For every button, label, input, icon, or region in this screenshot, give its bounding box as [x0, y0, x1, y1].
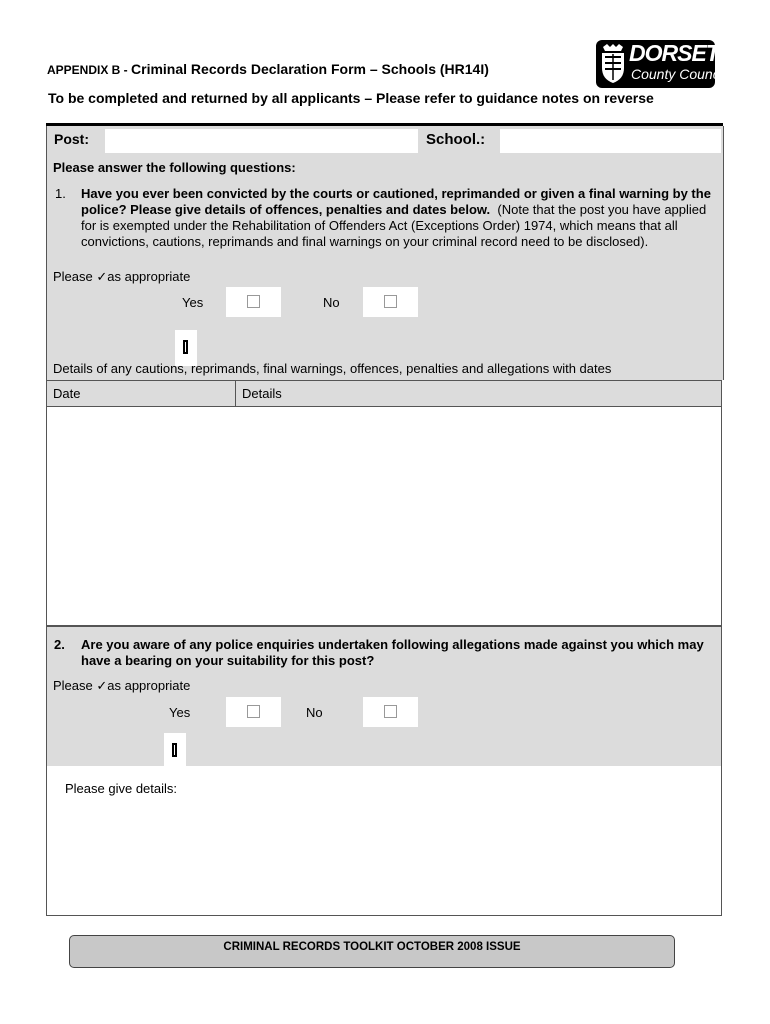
form-title [47, 61, 489, 77]
details-entry-cell[interactable] [237, 408, 721, 625]
dorset-logo [596, 40, 726, 88]
appendix-label: APPENDIX B - [47, 63, 132, 77]
footer-banner: CRIMINAL RECORDS TOOLKIT OCTOBER 2008 ISSUE [69, 935, 675, 968]
details-table-header [46, 380, 722, 407]
post-input[interactable] [105, 129, 418, 153]
col-details-header: Details [242, 386, 282, 401]
q1-no-label: No [323, 295, 340, 310]
school-label: School.: [426, 131, 486, 148]
form-subtitle: To be completed and returned by all applicants – Please refer to guidance notes on reverse [48, 90, 654, 106]
q2-yes-checkbox[interactable] [247, 705, 260, 718]
col-date-header: Date [53, 386, 81, 401]
q2-no-checkbox[interactable] [384, 705, 397, 718]
q2-details-label: Please give details: [65, 781, 178, 796]
coat-of-arms-icon [600, 44, 626, 84]
date-entry-cell[interactable] [47, 408, 234, 625]
q2-no-label: No [306, 705, 323, 720]
q1-yes-checkbox[interactable] [247, 295, 260, 308]
q2-yes-label: Yes [169, 705, 191, 720]
school-input[interactable] [500, 129, 721, 153]
q1-note: (Note that the post you have applied for is exempted under the Rehabilitation of Offenders Act (Exceptions Order) 1974, which means that all convictions, cautions, reprimands and final warnings on your criminal record need to be disclosed). [81, 202, 707, 249]
q1-yes-cell[interactable] [226, 287, 281, 317]
instructions: Please answer the following questions: [53, 160, 296, 175]
question2-text: Are you aware of any police enquiries undertaken following allegations made against you which may have a bearing on your suitability for this post? [81, 637, 704, 668]
question1-text [81, 186, 717, 250]
q1-tick-instruction: Please ✓as appropriate [53, 269, 191, 284]
q1-yes-label: Yes [182, 295, 204, 310]
details-caption: Details of any cautions, reprimands, final warnings, offences, penalties and allegations with dates [53, 361, 612, 376]
q2-yes-cell[interactable] [226, 697, 281, 727]
q1-number: 1. [55, 186, 66, 201]
q1-no-cell[interactable] [363, 287, 418, 317]
logo-line1: DORSET [629, 40, 719, 66]
q2-number: 2. [54, 637, 65, 652]
post-label: Post: [54, 131, 89, 147]
logo-line2: County Council [631, 66, 726, 82]
title-text: Criminal Records Declaration Form – Schools (HR14I) [131, 61, 489, 77]
q2-no-cell[interactable] [363, 697, 418, 727]
q2-bracket-mark [164, 733, 186, 769]
q1-no-checkbox[interactable] [384, 295, 397, 308]
q2-tick-instruction: Please ✓as appropriate [53, 678, 191, 693]
q1-question: Have you ever been convicted by the courts or cautioned, reprimanded or given a final warning by the police? Please give details of offences, penalties and dates below. [81, 186, 711, 217]
